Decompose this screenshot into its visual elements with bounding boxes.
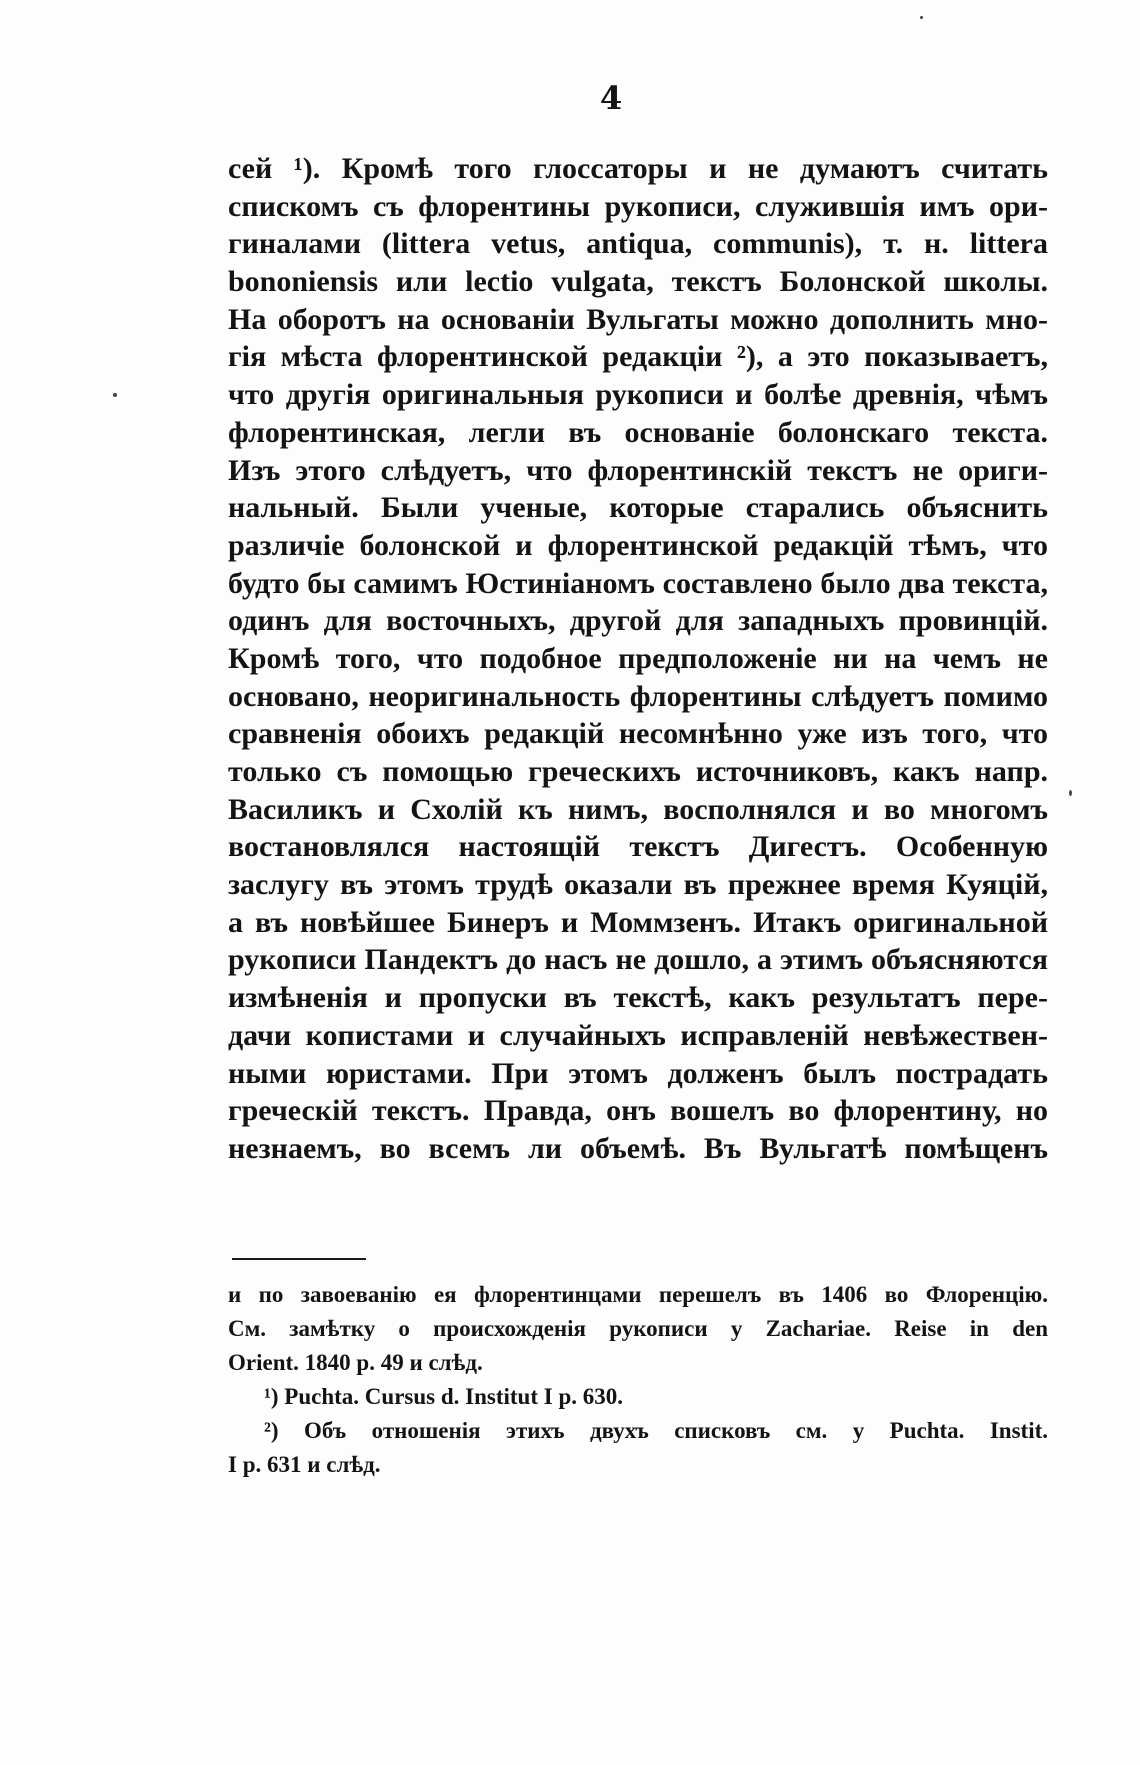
footnote-line: и по завоеванію ея флорентинцами перешелъ въ 1406 во Флоренцію. <box>228 1282 1048 1307</box>
text-line: ными юристами. При этомъ долженъ былъ пострадать <box>228 1056 1048 1090</box>
scan-speck <box>113 393 117 397</box>
footnote-separator <box>232 1258 366 1260</box>
text-line: дачи копистами и случайныхъ исправленій невѣжествен- <box>228 1018 1048 1052</box>
text-line: Василикъ и Схолій къ нимъ, восполнялся и во многомъ <box>228 792 1048 826</box>
footnotes <box>228 1278 1048 1482</box>
text-line: Изъ этого слѣдуетъ, что флорентинскій текстъ не ориги- <box>228 453 1048 487</box>
footnote-2: ²) Объ отношенія этихъ двухъ списковъ см. у Puchta. Instit. <box>264 1418 1048 1443</box>
text-line: На оборотъ на основаніи Вульгаты можно дополнить мно- <box>228 302 1048 336</box>
text-line: рукописи Пандектъ до насъ не дошло, а этимъ объясняются <box>228 943 1048 977</box>
main-text <box>228 150 1048 1168</box>
footnote-1: ¹) Puchta. Cursus d. Institut I p. 630. <box>264 1384 623 1409</box>
text-line: сравненія обоихъ редакцій несомнѣнно уже изъ того, что <box>228 717 1048 751</box>
text-line: заслугу въ этомъ трудѣ оказали въ прежнее время Куяцій, <box>228 868 1048 902</box>
footnote-line: I р. 631 и слѣд. <box>228 1452 381 1477</box>
text-line: измѣненія и пропуски въ текстѣ, какъ результатъ пере- <box>228 981 1048 1015</box>
text-line: нальный. Были ученые, которые старались объяснить <box>228 491 1048 525</box>
text-line: востановлялся настоящій текстъ Дигестъ. Особенную <box>228 830 1048 864</box>
text-line: незнаемъ, во всемъ ли объемѣ. Въ Вульгатѣ помѣщенъ <box>228 1131 1048 1165</box>
scan-speck <box>1069 790 1072 796</box>
text-line: что другія оригинальныя рукописи и болѣе древнія, чѣмъ <box>228 378 1048 412</box>
text-line: будто бы самимъ Юстиніаномъ составлено было два текста, <box>228 566 1048 600</box>
text-line: различіе болонской и флорентинской редакцій тѣмъ, что <box>228 528 1048 562</box>
text-line: только съ помощью греческихъ источниковъ, какъ напр. <box>228 755 1048 788</box>
page-number: 4 <box>600 79 623 117</box>
footnote-line: См. замѣтку о происхожденія рукописи у Zachariae. Reise in den <box>228 1316 1048 1341</box>
text-line: греческій текстъ. Правда, онъ вошелъ во флорентину, но <box>228 1094 1048 1128</box>
text-line: основано, неоригинальность флорентины слѣдуетъ помимо <box>228 679 1048 713</box>
text-line: а въ новѣйшее Бинеръ и Моммзенъ. Итакъ оригинальной <box>228 905 1048 939</box>
text-line: сей ¹). Кромѣ того глоссаторы и не думаютъ считать <box>228 152 1048 185</box>
text-line: Кромѣ того, что подобное предположеніе ни на чемъ не <box>228 641 1048 675</box>
text-line: гиналами (littera vetus, antiqua, communis), т. н. littera <box>228 227 1048 261</box>
text-line: спискомъ съ флорентины рукописи, служившія имъ ори- <box>228 189 1048 223</box>
scan-speck <box>920 16 923 19</box>
text-line: одинъ для восточныхъ, другой для западныхъ провинцій. <box>228 604 1048 638</box>
text-line: гія мѣста флорентинской редакціи ²), а это показываетъ, <box>228 340 1048 374</box>
footnote-line: Orient. 1840 р. 49 и слѣд. <box>228 1350 483 1375</box>
text-line: флорентинская, легли въ основаніе болонскаго текста. <box>228 415 1048 449</box>
text-line: bononiensis или lectio vulgata, текстъ Болонской школы. <box>228 265 1048 299</box>
